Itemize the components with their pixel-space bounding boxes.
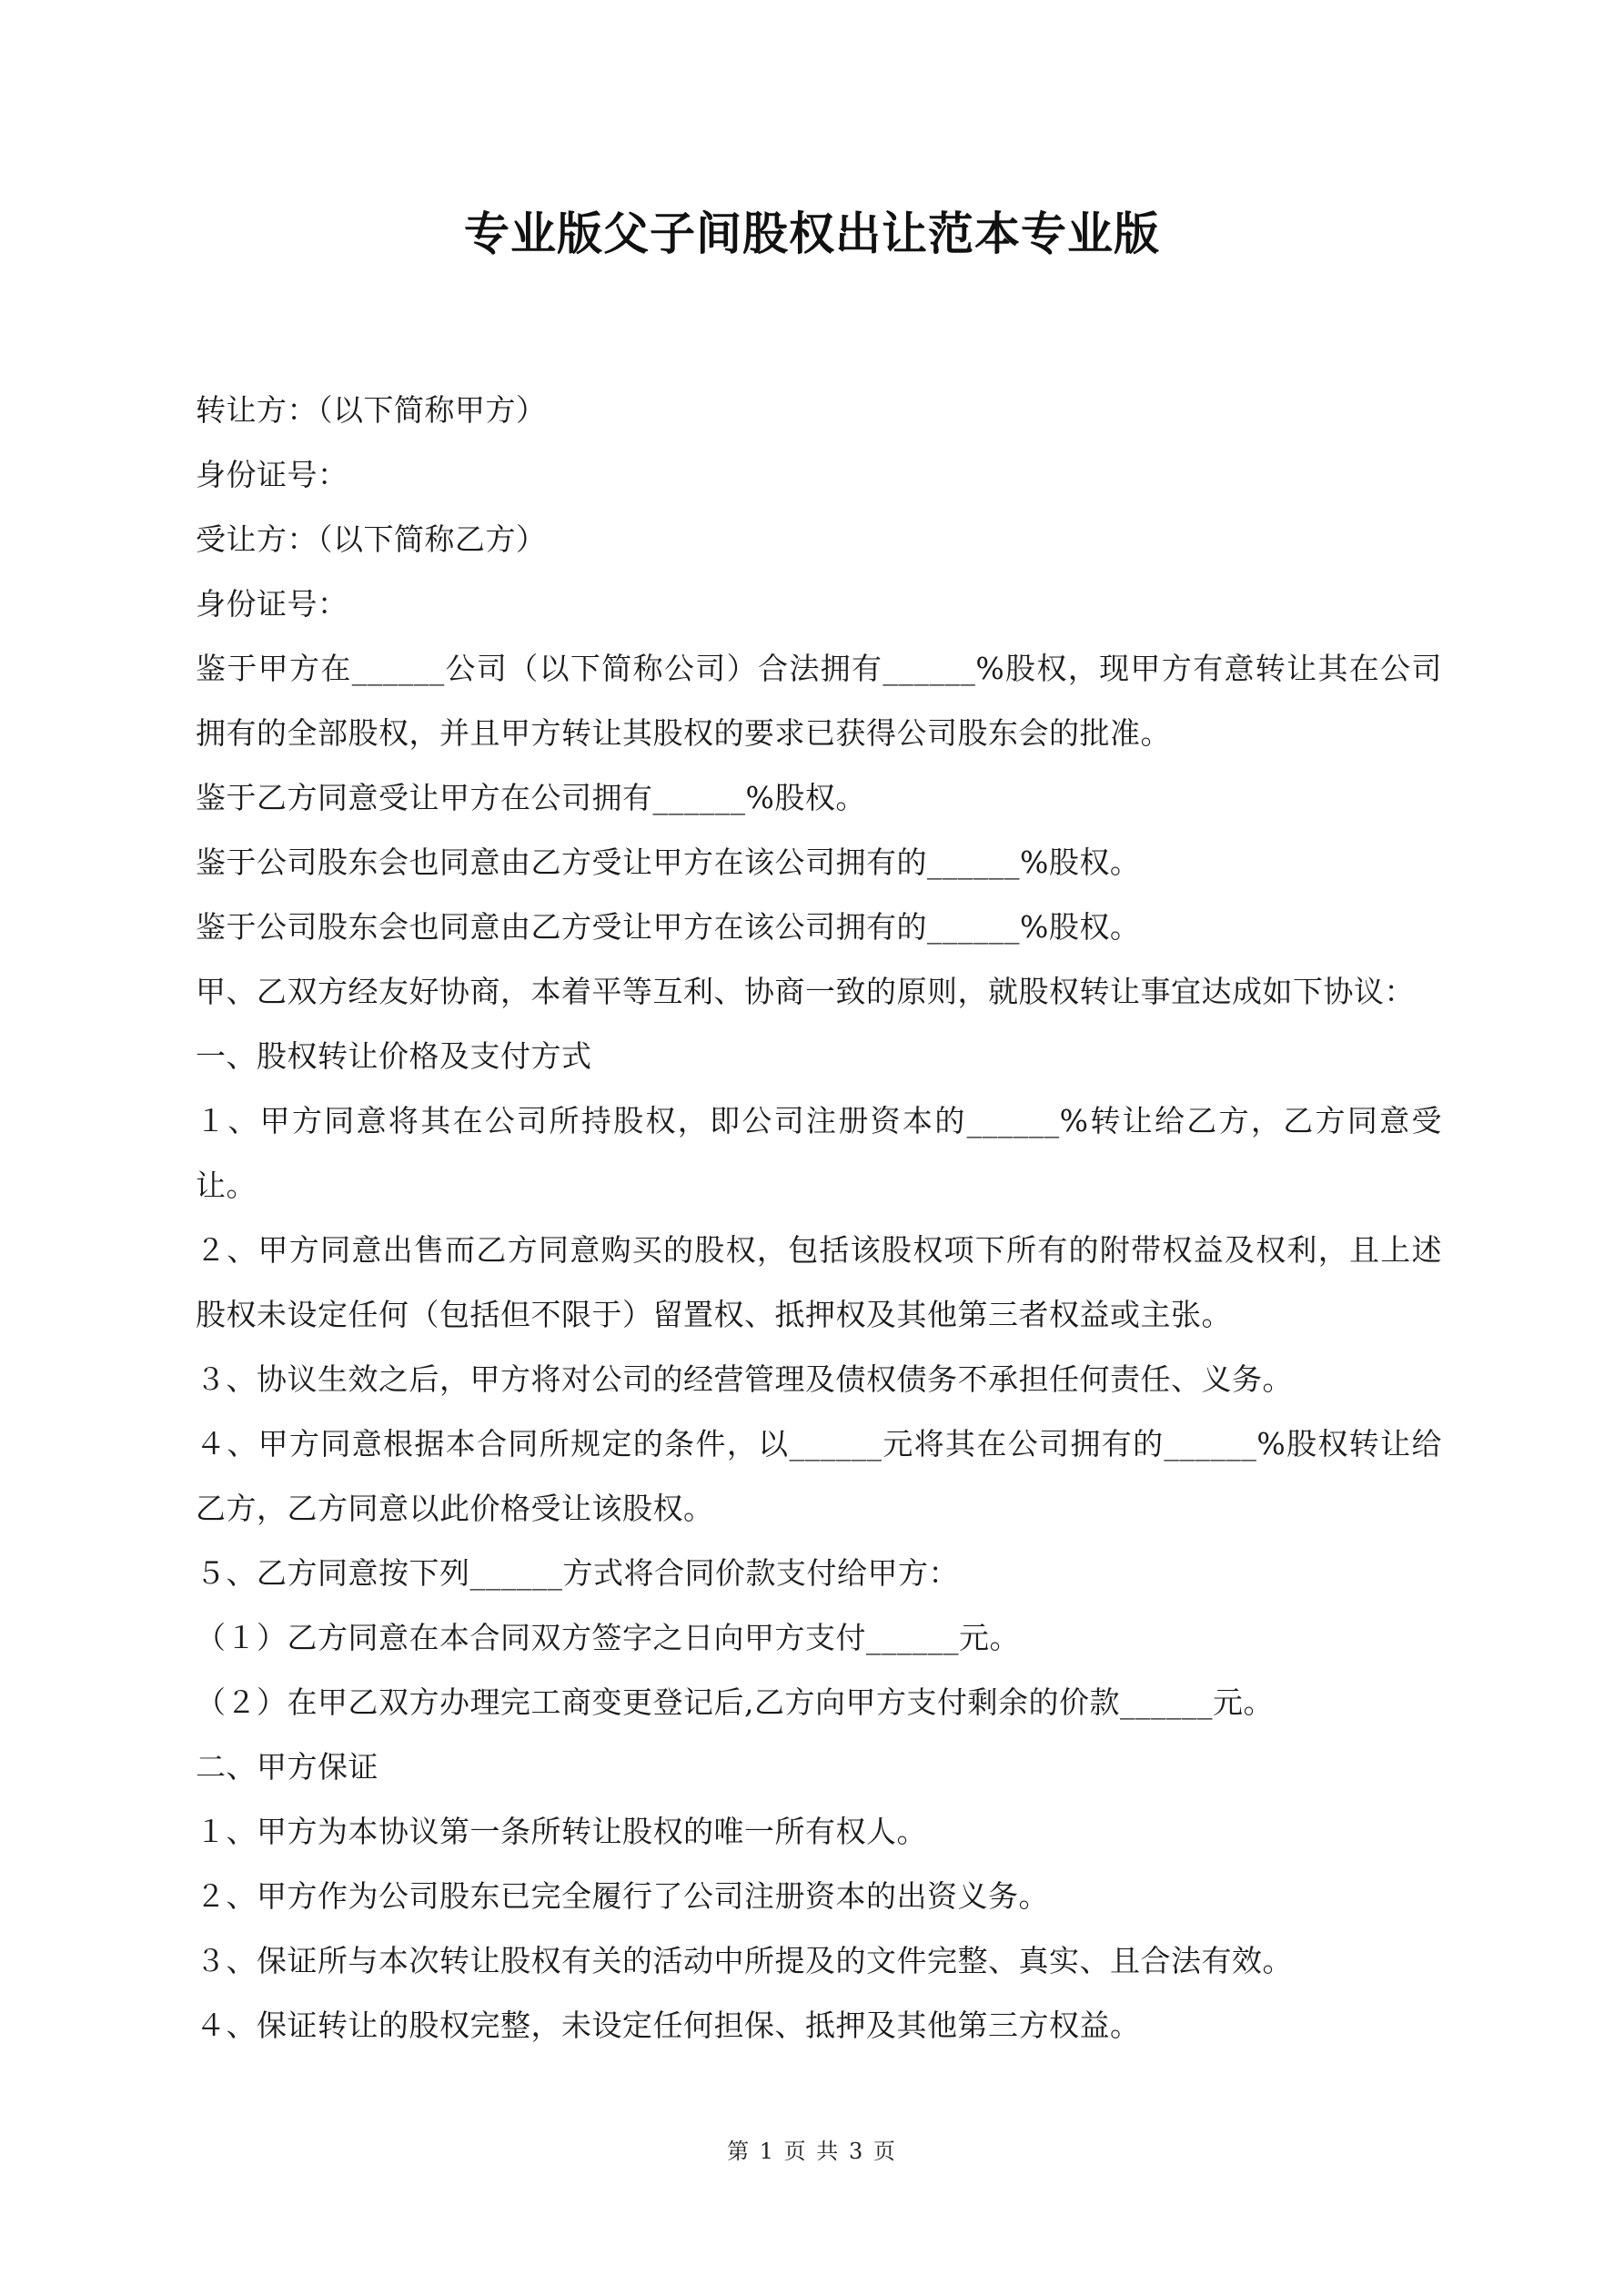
clause-2-1: １、甲方为本协议第一条所转让股权的唯一所有权人。 <box>196 1814 927 1849</box>
document-body <box>196 378 1442 2058</box>
section-heading-price-payment: 一、股权转让价格及支付方式 <box>196 1038 592 1074</box>
paragraph-transferor-id: 身份证号： <box>196 457 348 492</box>
page-number: 第 1 页 共 3 页 <box>727 2139 897 2164</box>
clause-1-5: ５、乙方同意按下列______方式将合同价款支付给甲方： <box>196 1555 959 1591</box>
clause-1-5-1: （１）乙方同意在本合同双方签字之日向甲方支付______元。 <box>196 1620 1020 1655</box>
document-title: 专业版父子间股权出让范本专业版 <box>464 207 1160 260</box>
paragraph-recital-2: 鉴于乙方同意受让甲方在公司拥有______%股权。 <box>196 780 866 815</box>
paragraph-recital-3: 鉴于公司股东会也同意由乙方受让甲方在该公司拥有的______%股权。 <box>196 845 1141 880</box>
paragraph-transferee: 受让方：（以下简称乙方） <box>196 521 547 557</box>
clause-2-3: ３、保证所与本次转让股权有关的活动中所提及的文件完整、真实、且合法有效。 <box>196 1943 1293 1978</box>
paragraph-recital-4: 鉴于公司股东会也同意由乙方受让甲方在该公司拥有的______%股权。 <box>196 909 1141 945</box>
paragraph-recital-1: 鉴于甲方在______公司（以下简称公司）合法拥有______%股权，现甲方有意转让其在公司拥有的全部股权，并且甲方转让其股权的要求已获得公司股东会的批准。 <box>196 651 1442 751</box>
paragraph-transferee-id: 身份证号： <box>196 586 348 622</box>
clause-1-4: ４、甲方同意根据本合同所规定的条件，以______元将其在公司拥有的______%股权转让给乙方，乙方同意以此价格受让该股权。 <box>196 1426 1442 1526</box>
section-heading-party-a-guarantee: 二、甲方保证 <box>196 1749 378 1785</box>
paragraph-transferor: 转让方：（以下简称甲方） <box>196 392 547 428</box>
paragraph-agreement-intro: 甲、乙双方经友好协商，本着平等互利、协商一致的原则，就股权转让事宜达成如下协议： <box>196 974 1415 1009</box>
clause-1-1: １、甲方同意将其在公司所持股权，即公司注册资本的______%转让给乙方，乙方同意受让。 <box>196 1103 1442 1203</box>
clause-1-5-2: （２）在甲乙双方办理完工商变更登记后,乙方向甲方支付剩余的价款______元。 <box>196 1684 1274 1720</box>
clause-1-2: ２、甲方同意出售而乙方同意购买的股权，包括该股权项下所有的附带权益及权利，且上述股权未设定任何（包括但不限于）留置权、抵押权及其他第三者权益或主张。 <box>196 1232 1442 1332</box>
clause-2-2: ２、甲方作为公司股东已完全履行了公司注册资本的出资义务。 <box>196 1878 1049 1914</box>
clause-2-4: ４、保证转让的股权完整，未设定任何担保、抵押及其他第三方权益。 <box>196 2008 1141 2043</box>
clause-1-3: ３、协议生效之后，甲方将对公司的经营管理及债权债务不承担任何责任、义务。 <box>196 1361 1293 1397</box>
